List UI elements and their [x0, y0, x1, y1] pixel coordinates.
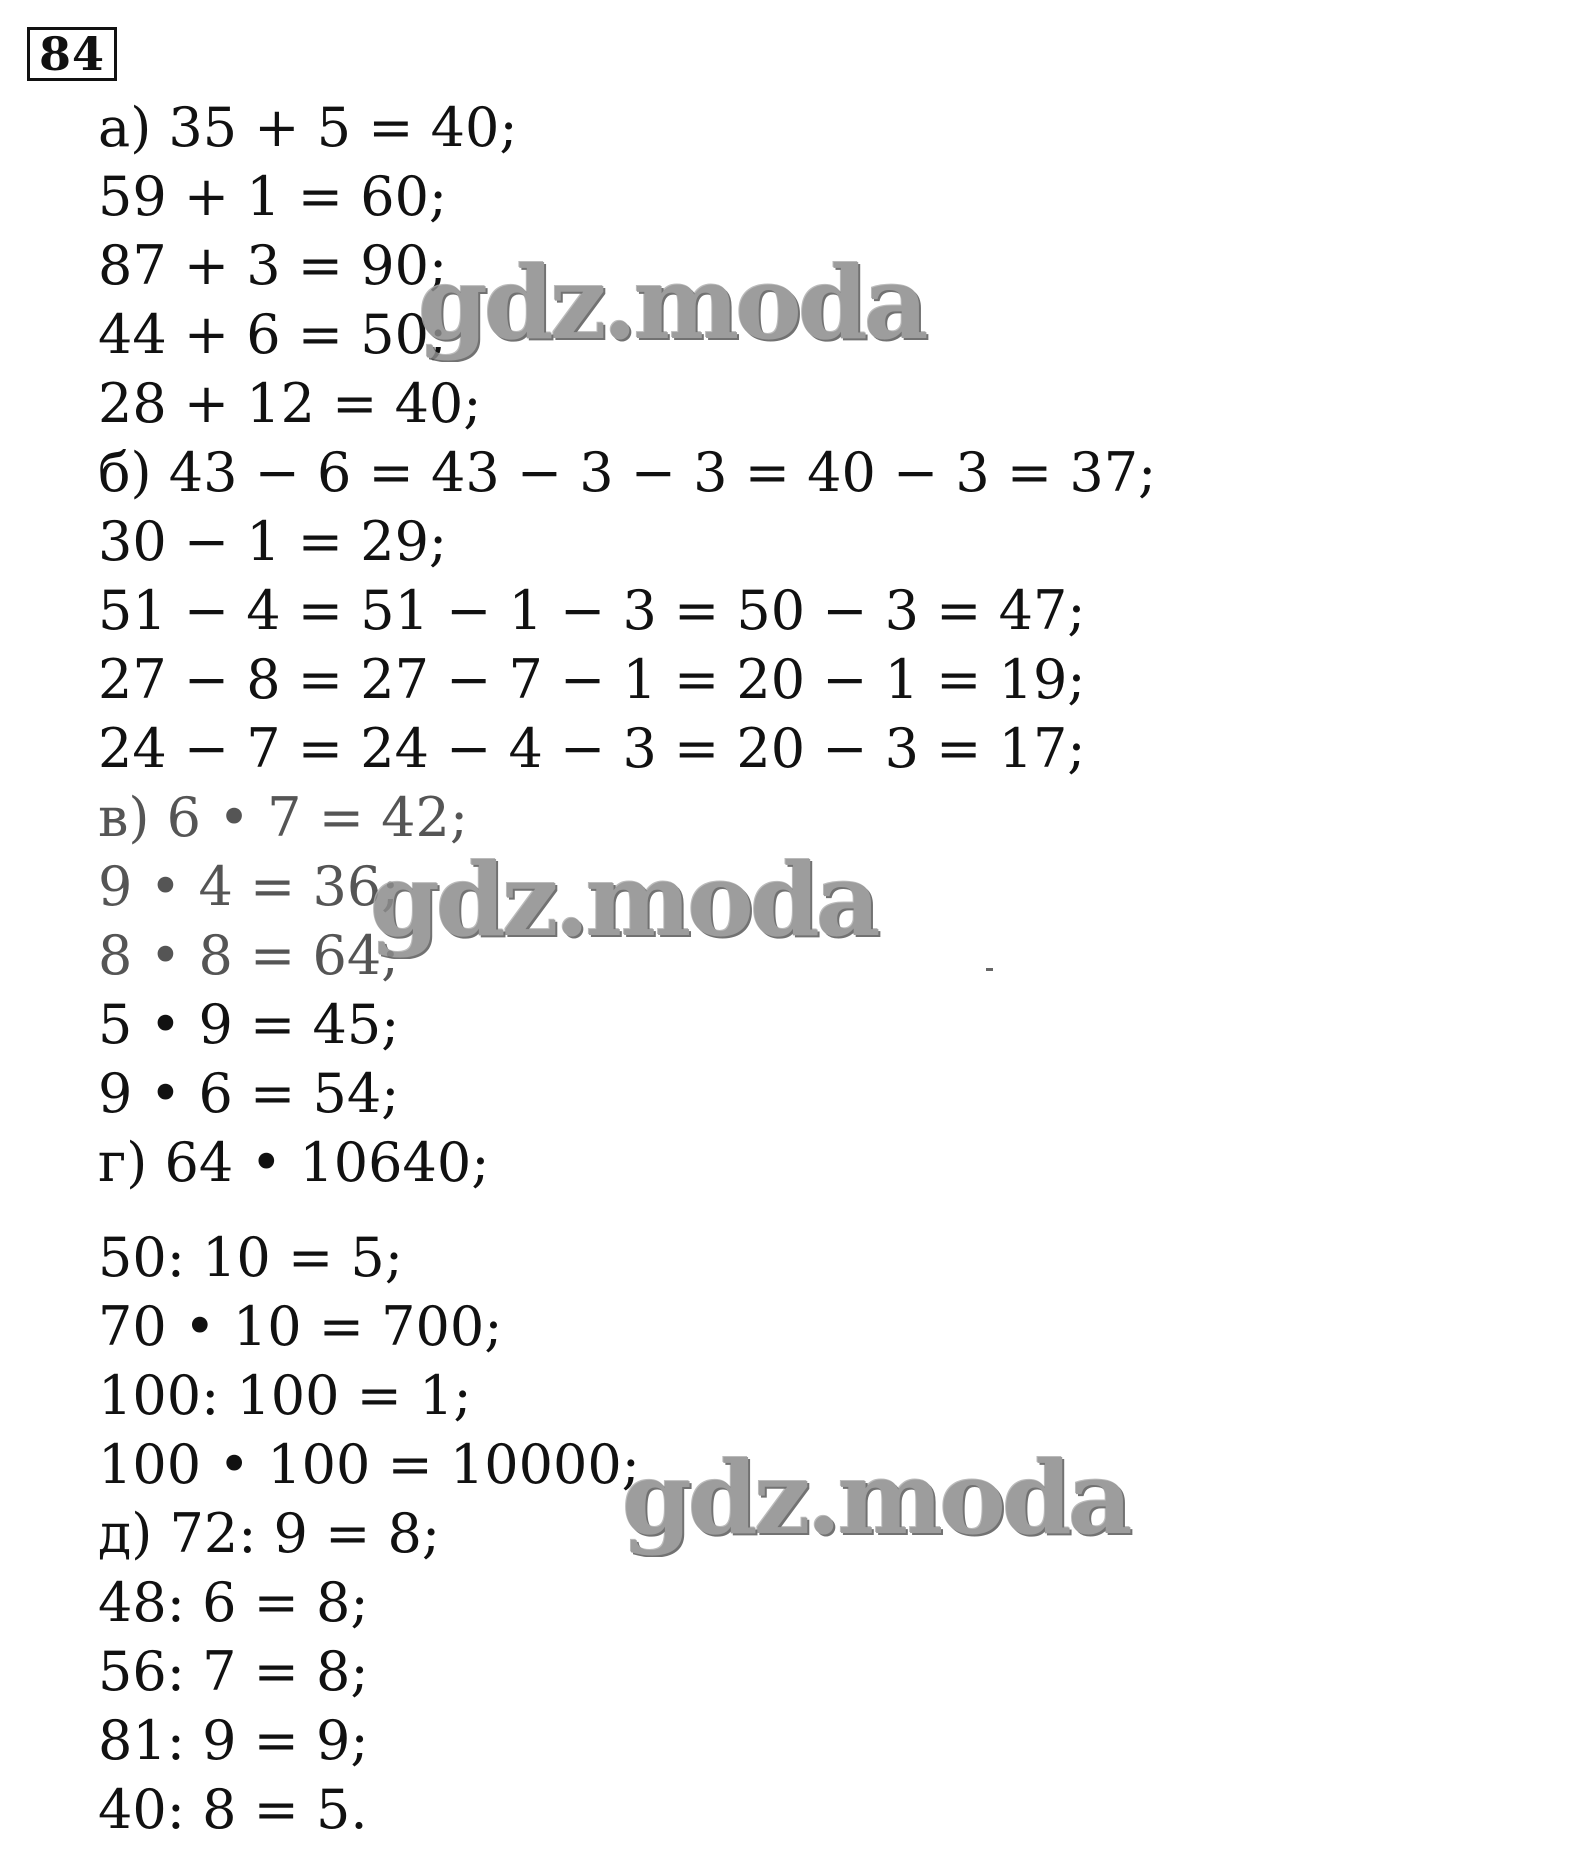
solution-line: 8 • 8 = 64;: [98, 924, 400, 987]
watermark: gdz.moda: [370, 841, 877, 959]
solution-line: 44 + 6 = 50;: [98, 303, 448, 366]
solution-line: 100 • 100 = 10000;: [98, 1433, 640, 1496]
scan-speck: [986, 968, 993, 971]
solution-line: г) 64 • 10640;: [98, 1131, 490, 1194]
watermark: gdz.moda: [622, 1439, 1129, 1557]
solution-line: д) 72: 9 = 8;: [98, 1502, 441, 1565]
problem-number-box: 84: [27, 27, 117, 81]
solution-line: 50: 10 = 5;: [98, 1226, 403, 1289]
solution-line: 56: 7 = 8;: [98, 1640, 369, 1703]
solution-line: 70 • 10 = 700;: [98, 1295, 503, 1358]
solution-line: 81: 9 = 9;: [98, 1709, 369, 1772]
solution-line: 59 + 1 = 60;: [98, 165, 448, 228]
solution-line: в) 6 • 7 = 42;: [98, 786, 469, 849]
solution-line: 100: 100 = 1;: [98, 1364, 472, 1427]
solution-line: 5 • 9 = 45;: [98, 993, 400, 1056]
solution-line: 87 + 3 = 90;: [98, 234, 448, 297]
solution-line: 27 − 8 = 27 − 7 − 1 = 20 − 1 = 19;: [98, 648, 1086, 711]
watermark: gdz.moda: [418, 244, 925, 362]
solution-line: 28 + 12 = 40;: [98, 372, 482, 435]
solution-line: 24 − 7 = 24 − 4 − 3 = 20 − 3 = 17;: [98, 717, 1086, 780]
solution-line: 48: 6 = 8;: [98, 1571, 369, 1634]
solution-line: 30 − 1 = 29;: [98, 510, 448, 573]
solution-line: б) 43 − 6 = 43 − 3 − 3 = 40 − 3 = 37;: [98, 441, 1157, 504]
solution-line: 51 − 4 = 51 − 1 − 3 = 50 − 3 = 47;: [98, 579, 1086, 642]
solution-line: 9 • 6 = 54;: [98, 1062, 400, 1125]
solution-line: 40: 8 = 5.: [98, 1778, 368, 1841]
solution-line: 9 • 4 = 36;: [98, 855, 400, 918]
solution-line: а) 35 + 5 = 40;: [98, 96, 518, 159]
